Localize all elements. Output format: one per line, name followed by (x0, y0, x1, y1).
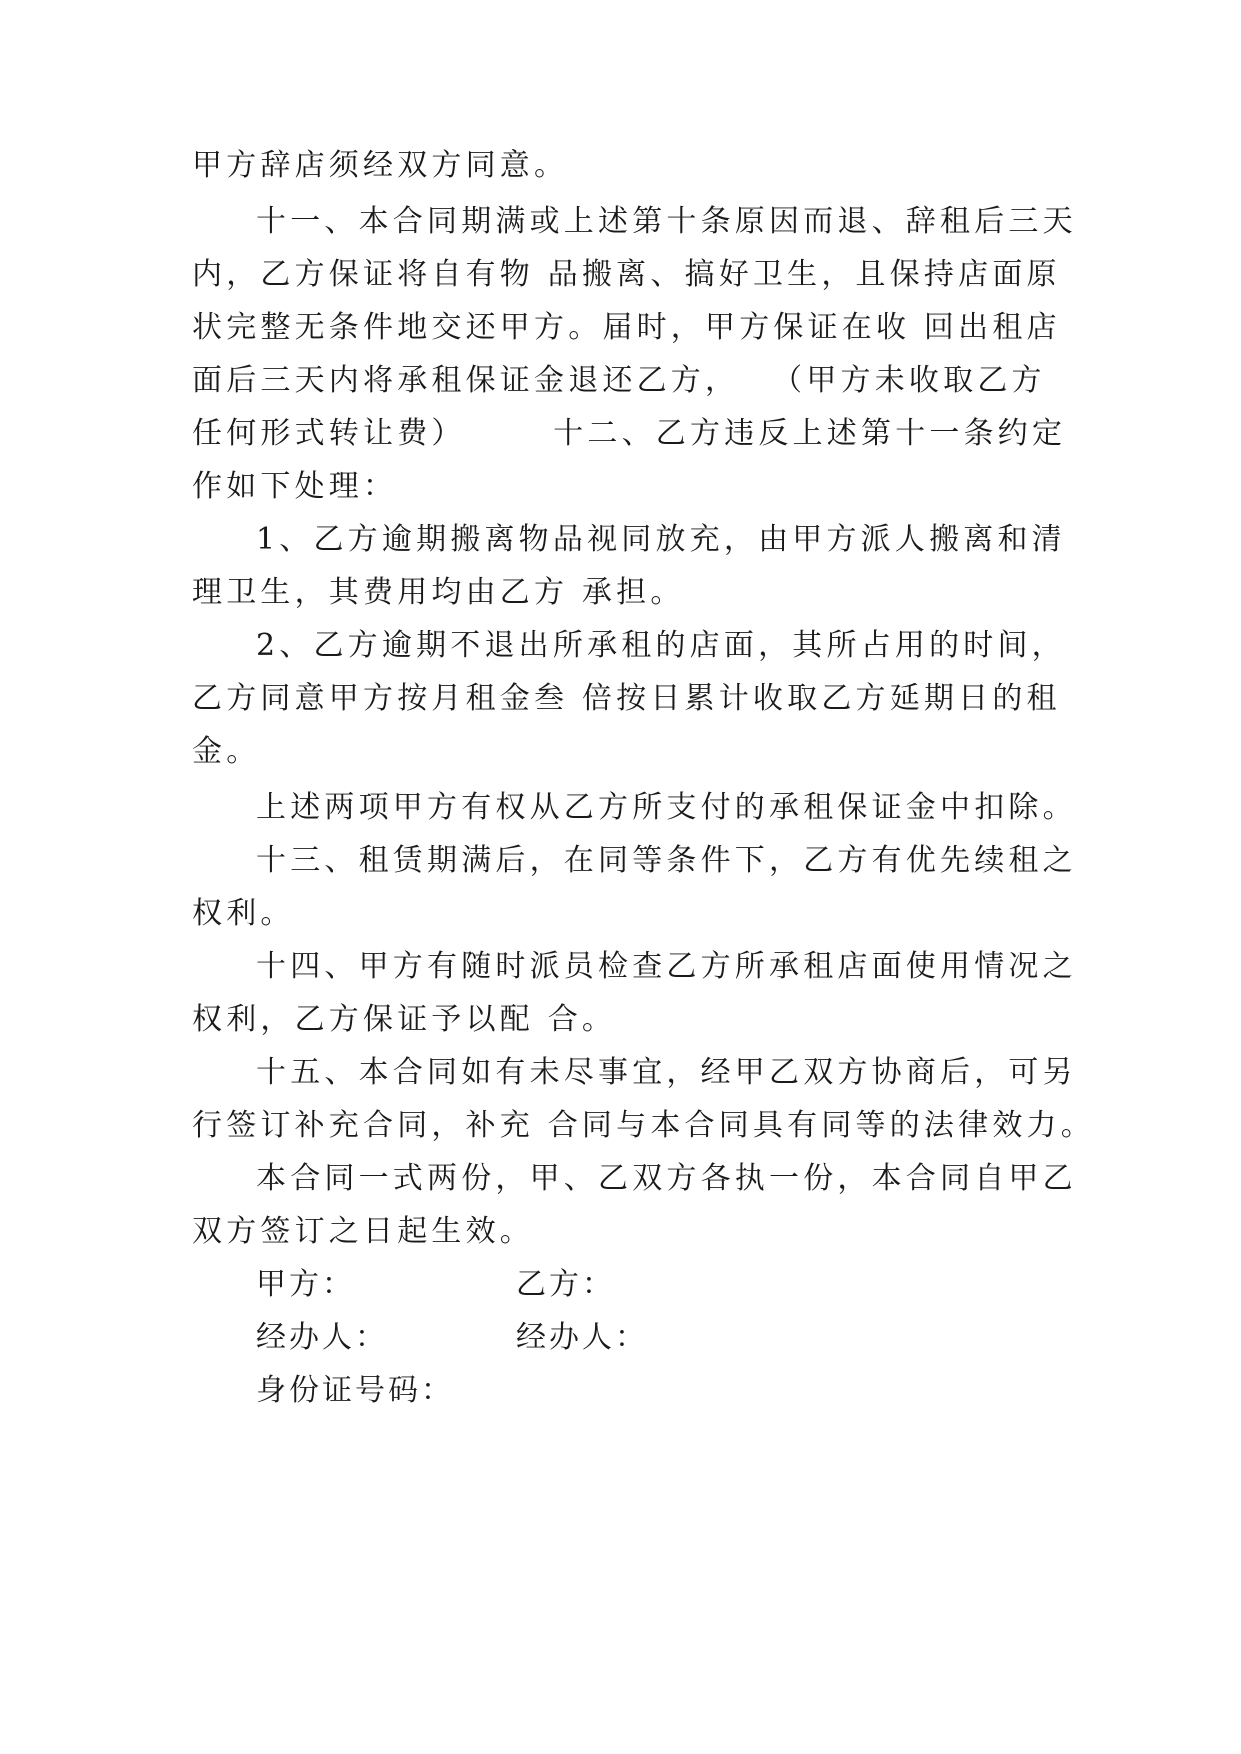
text-line: 本合同一式两份，甲、乙双方各执一份，本合同自甲乙 (256, 1161, 1077, 1196)
text-line: 2、乙方逾期不退出所承租的店面，其所占用的时间， (256, 628, 1066, 663)
text-line: 十三、租赁期满后，在同等条件下，乙方有优先续租之 (256, 843, 1077, 878)
text-line: 十五、本合同如有未尽事宜，经甲乙双方协商后，可另 (256, 1055, 1077, 1090)
text-line: 行签订补充合同，补充 合同与本合同具有同等的法律效力。 (192, 1108, 1095, 1143)
agent-a-label: 经办人： (256, 1320, 388, 1355)
party-a-label: 甲方： (256, 1267, 355, 1302)
text-line: 十四、甲方有随时派员检查乙方所承租店面使用情况之 (256, 949, 1077, 984)
agent-b-label: 经办人： (516, 1320, 648, 1355)
text-line: 1、乙方逾期搬离物品视同放充，由甲方派人搬离和清 (256, 522, 1066, 557)
text-line: 任何形式转让费） 十二、乙方违反上述第十一条约定 (192, 416, 1067, 451)
text-line: 内，乙方保证将自有物 品搬离、搞好卫生，且保持店面原 (192, 257, 1061, 292)
text-line: 权利。 (192, 896, 295, 931)
text-line: 理卫生，其费用均由乙方 承担。 (192, 575, 685, 610)
text-line: 十一、本合同期满或上述第十条原因而退、辞租后三天 (256, 204, 1077, 239)
text-line: 作如下处理： (192, 469, 398, 504)
text-line: 金。 (192, 734, 261, 769)
id-number-label: 身份证号码： (256, 1373, 454, 1408)
text-line: 乙方同意甲方按月租金叁 倍按日累计收取乙方延期日的租 (192, 681, 1061, 716)
text-line: 面后三天内将承租保证金退还乙方， （甲方未收取乙方 (192, 363, 1046, 398)
text-line: 上述两项甲方有权从乙方所支付的承租保证金中扣除。 (256, 790, 1077, 825)
text-line: 甲方辞店须经双方同意。 (192, 148, 569, 183)
text-line: 状完整无条件地交还甲方。届时，甲方保证在收 回出租店 (192, 310, 1061, 345)
text-line: 权利，乙方保证予以配 合。 (192, 1002, 617, 1037)
party-b-label: 乙方： (516, 1267, 615, 1302)
text-line: 双方签订之日起生效。 (192, 1214, 534, 1249)
